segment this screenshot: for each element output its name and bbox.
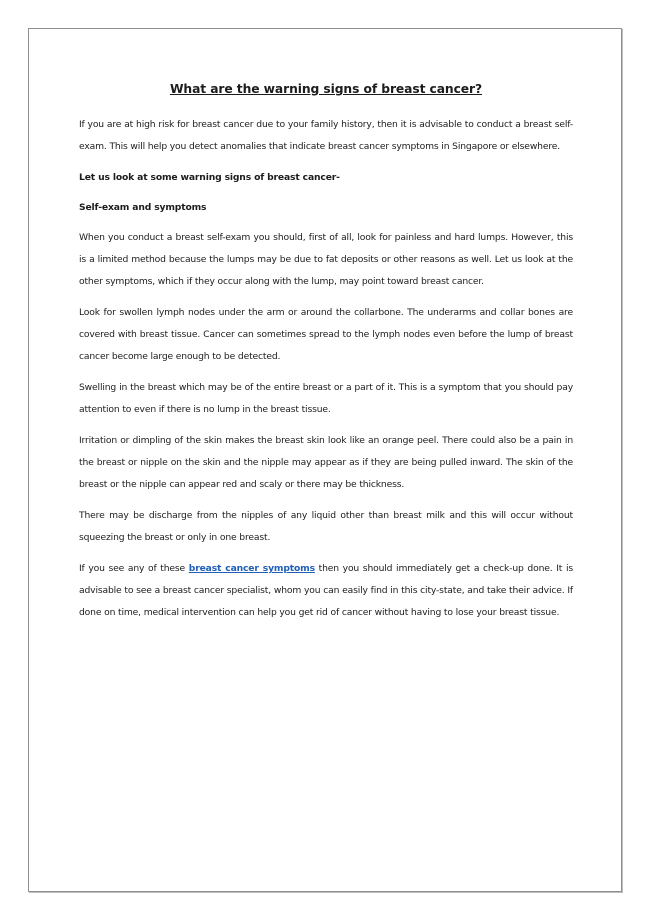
section-heading: Self-exam and symptoms: [79, 202, 207, 213]
paragraph-swelling: Swelling in the breast which may be of the entire breast or a part of it. This is a symptom that you should pay attention to even if there is no lump in the breast tissue.: [79, 382, 573, 415]
paragraph-lymph-nodes: Look for swollen lymph nodes under the arm or around the collarbone. The underarms and collar bones are covered with breast tissue. Cancer can sometimes spread to the lymph nodes even before the lump of breast cancer become large enough to be detected.: [79, 307, 573, 362]
breast-cancer-symptoms-link[interactable]: breast cancer symptoms: [188, 563, 315, 574]
paragraph-lumps: When you conduct a breast self-exam you should, first of all, look for painless and hard lumps. However, this is a limited method because the lumps may be due to fat deposits or other reasons as well. Let us look at the other symptoms, which if they occur along with the lump, may point toward breast cancer.: [79, 232, 573, 287]
lead-heading: Let us look at some warning signs of breast cancer-: [79, 172, 340, 183]
intro-paragraph: If you are at high risk for breast cancer due to your family history, then it is advisable to conduct a breast self-exam. This will help you detect anomalies that indicate breast cancer symptoms in Singapore or elsewhere.: [79, 119, 573, 152]
final-text-after: then you should immediately get a check-up done. It is advisable to see a breast cancer specialist, whom you can easily find in this city-state, and take their advice. If done on time, medical intervention can help you get rid of cancer without having to lose your breast tissue.: [79, 563, 573, 618]
document-page: [28, 28, 622, 892]
paragraph-discharge: There may be discharge from the nipples of any liquid other than breast milk and this will occur without squeezing the breast or only in one breast.: [79, 510, 573, 543]
document-title: What are the warning signs of breast cancer?: [169, 82, 483, 96]
final-paragraph: [79, 558, 573, 624]
document-body: [79, 81, 573, 633]
final-text-before: If you see any of these: [79, 563, 189, 574]
paragraph-skin-irritation: Irritation or dimpling of the skin makes the breast skin look like an orange peel. There could also be a pain in the breast or nipple on the skin and the nipple may appear as if they are being pulled inward. The skin of the breast or the nipple can appear red and scaly or there may be thickness.: [79, 435, 573, 490]
